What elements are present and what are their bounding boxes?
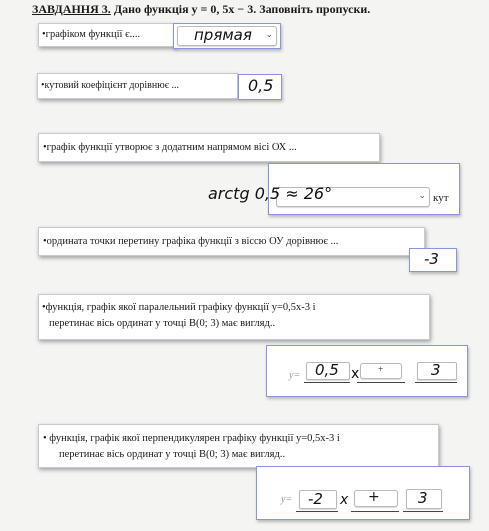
x-label: x (351, 366, 360, 382)
y-equals-label: y= (281, 494, 293, 505)
task-header (32, 2, 370, 17)
parallel-k-value: 0,5 (315, 361, 339, 379)
underline (304, 382, 350, 383)
perpendicular-sign-select[interactable] (354, 490, 398, 507)
statement-perpendicular (38, 424, 439, 468)
slope-input[interactable] (238, 74, 282, 100)
perpendicular-b-input[interactable] (406, 489, 442, 509)
intercept-value: -3 (424, 250, 439, 268)
angle-value: arctg 0,5 ≈ 26° (208, 184, 333, 203)
parallel-sign-value: + (378, 364, 384, 374)
parallel-b-input[interactable] (417, 362, 457, 380)
parallel-sign-select[interactable] (360, 363, 402, 379)
perpendicular-k-value: -2 (308, 490, 323, 508)
statement-label: •графіком функції є.... (42, 29, 141, 40)
underline (415, 382, 457, 383)
x-label: x (340, 492, 349, 508)
graph-type-select[interactable] (177, 26, 277, 46)
parallel-k-input[interactable] (306, 362, 350, 380)
y-equals-label: y= (289, 370, 301, 381)
statement-label: •графік функції утворює з додатним напрямом вісі ОХ ... (43, 142, 297, 153)
statement-intercept (38, 227, 425, 256)
perpendicular-b-value: 3 (418, 489, 428, 507)
underline (403, 511, 443, 512)
underline (296, 511, 338, 512)
angle-unit: кут (433, 192, 449, 204)
statement-slope (37, 73, 238, 99)
graph-type-value: прямая (194, 26, 252, 44)
statement-graph-type (38, 23, 176, 47)
task-number: ЗАВДАННЯ 3. (32, 2, 111, 16)
statement-label: •ордината точки перетину графіка функції з віссю ОУ дорівнює ... (43, 236, 339, 247)
statement-parallel (38, 294, 430, 340)
statement-line-1: • функція, графік якої перпендикулярен графіку функції y=0,5x-3 і (43, 433, 340, 444)
statement-label: •кутовий коефіцієнт дорівнює ... (41, 80, 180, 91)
chevron-down-icon: ⌄ (418, 191, 426, 201)
perpendicular-k-input[interactable] (299, 490, 337, 509)
underline (357, 382, 405, 383)
statement-line-2: перетинає вісь ординат у точці B(0; 3) має вигляд.. (59, 449, 286, 460)
underline (351, 511, 399, 512)
statement-line-2: перетинає вісь ординат у точці B(0; 3) має вигляд.. (49, 318, 276, 329)
statement-line-1: •функція, графік якої паралельний графіку функції y=0,5x-3 і (42, 302, 316, 313)
task-text: Дано функція y = 0, 5x − 3. Заповніть пропуски. (113, 2, 371, 16)
perpendicular-sign-value: + (368, 489, 380, 505)
slope-value: 0,5 (248, 76, 274, 95)
chevron-down-icon: ⌄ (265, 30, 273, 40)
statement-angle (38, 133, 380, 162)
parallel-b-value: 3 (431, 361, 441, 379)
intercept-input[interactable] (409, 248, 457, 272)
